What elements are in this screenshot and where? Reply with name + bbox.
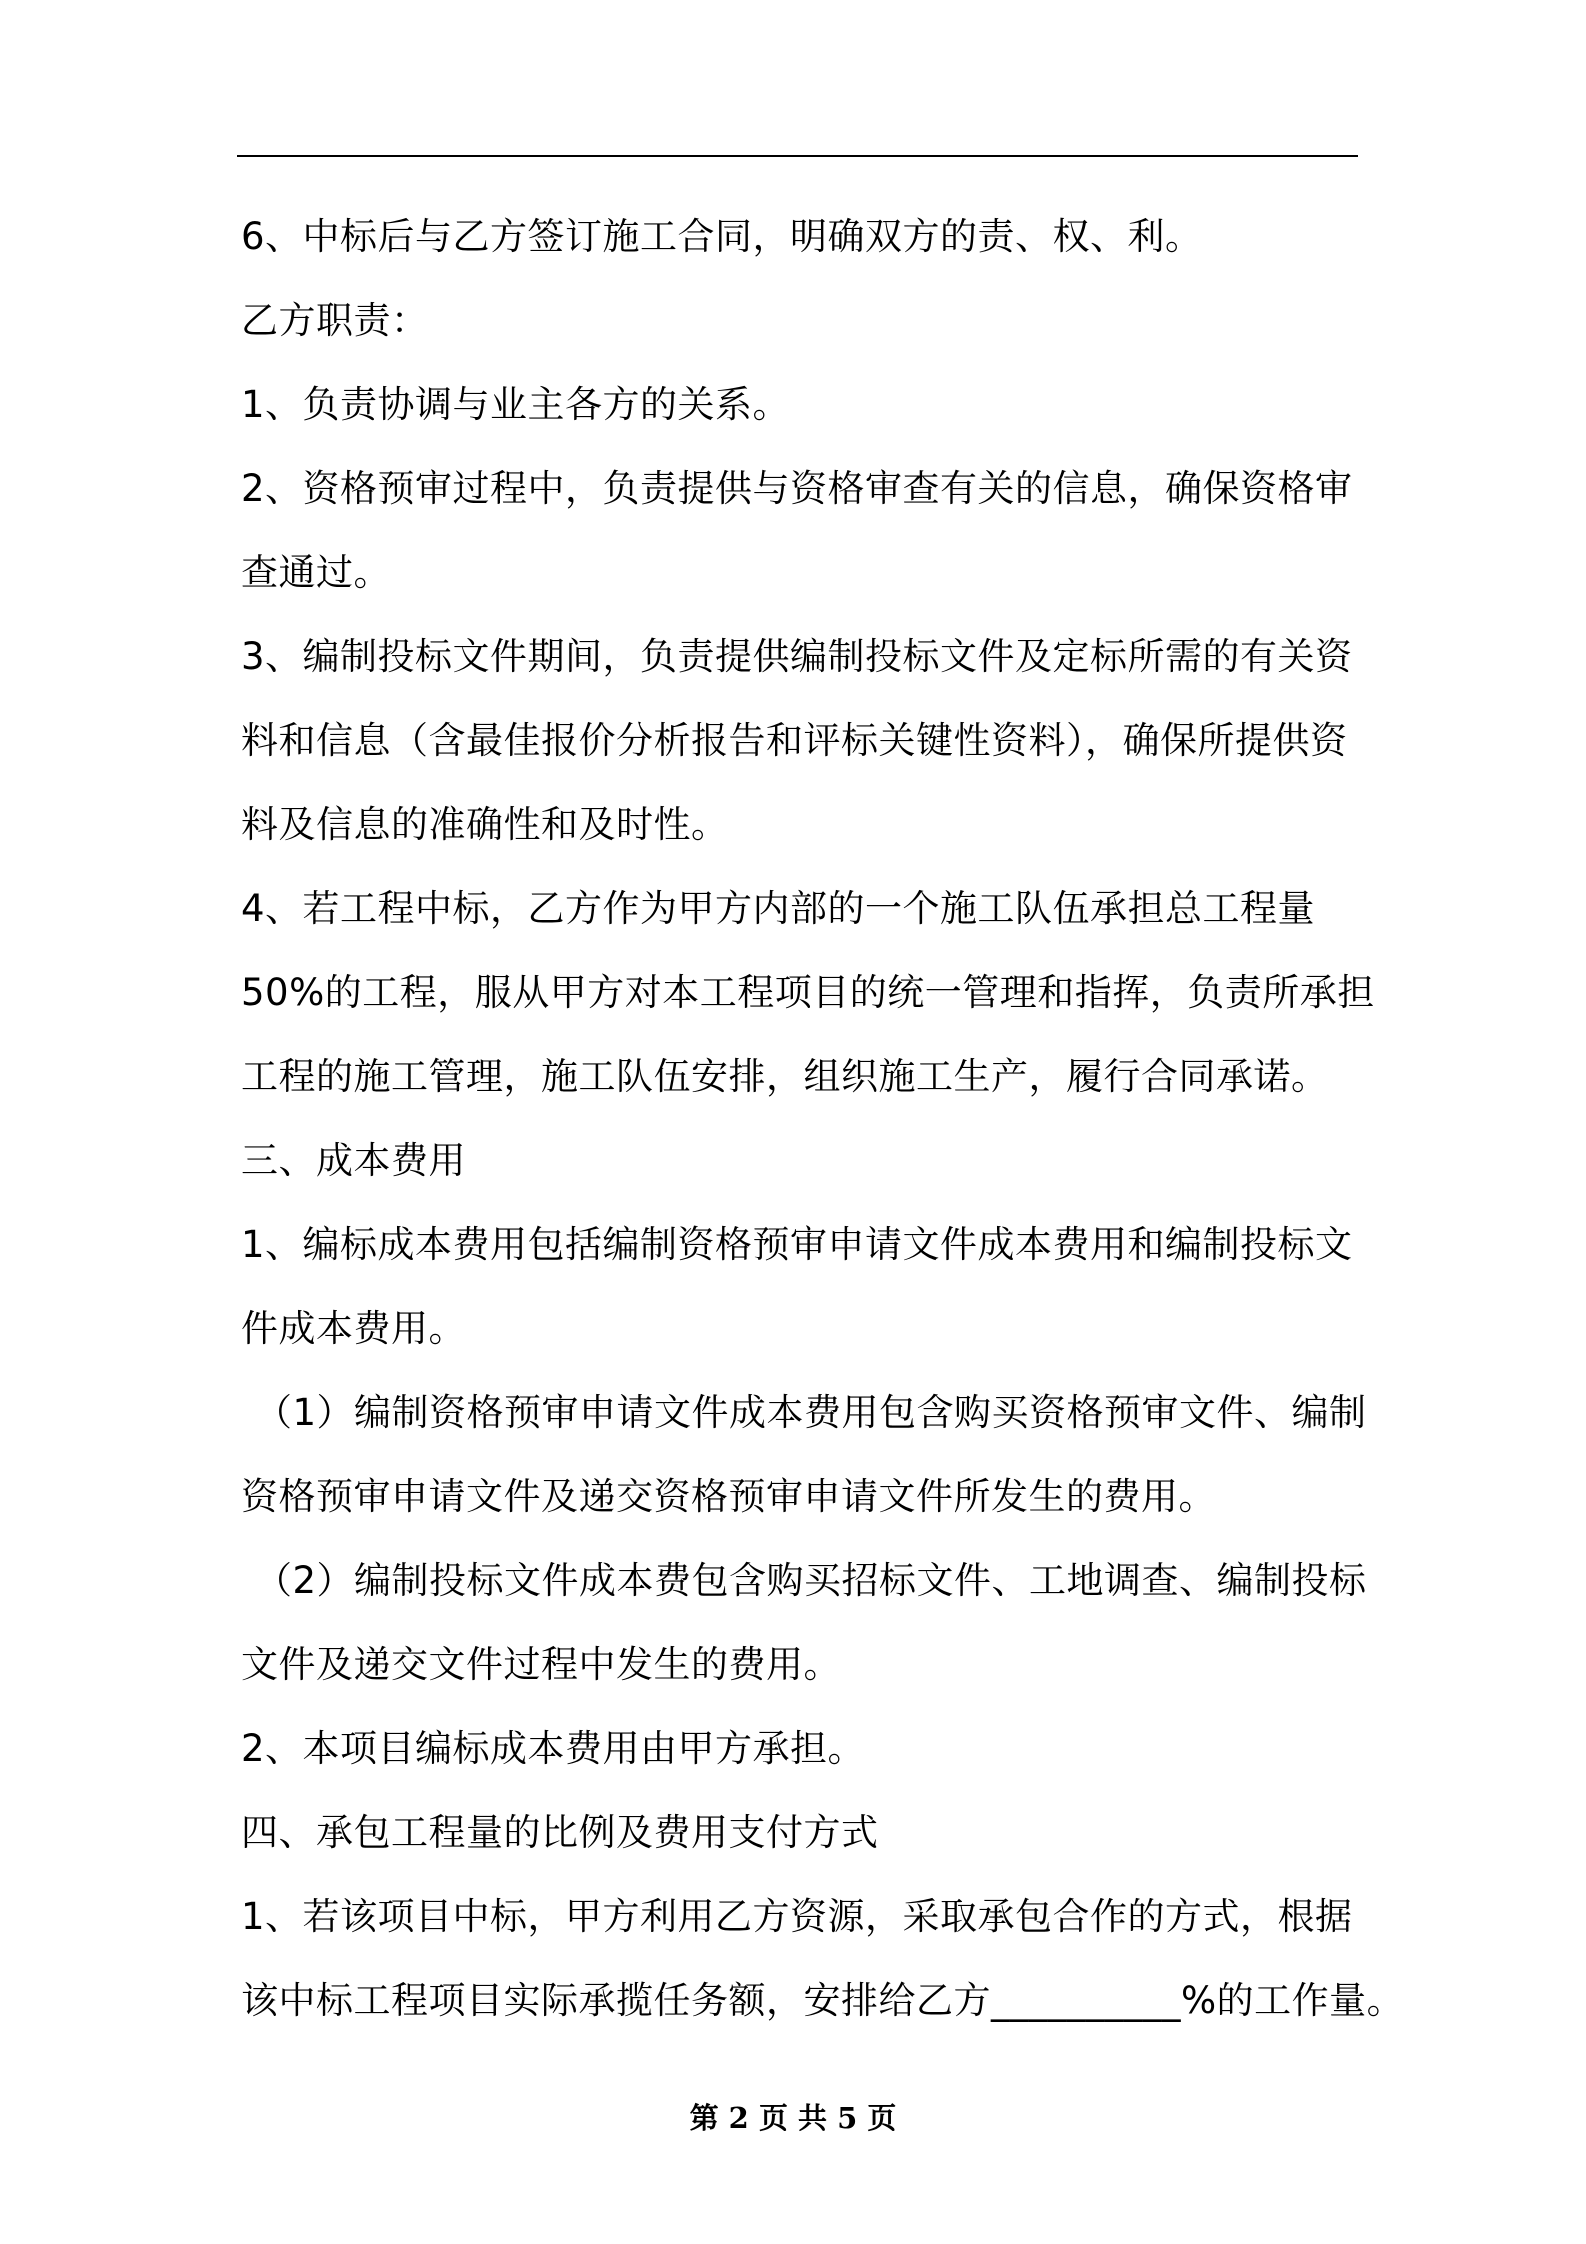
section-heading-party-b-duties: 乙方职责： xyxy=(241,299,429,342)
paragraph-line: 该中标工程项目实际承揽任务额，安排给乙方__________%的工作量。 xyxy=(241,1979,1405,2022)
paragraph-line: 4、若工程中标，乙方作为甲方内部的一个施工队伍承担总工程量 xyxy=(241,887,1316,930)
paragraph-line: 料及信息的准确性和及时性。 xyxy=(241,803,729,846)
paragraph-line: 资格预审申请文件及递交资格预审申请文件所发生的费用。 xyxy=(241,1475,1216,1518)
page-number-footer: 第 2 页 共 5 页 xyxy=(689,2101,897,2135)
document-body xyxy=(241,195,1405,2043)
paragraph-line: 1、若该项目中标，甲方利用乙方资源，采取承包合作的方式，根据 xyxy=(241,1895,1353,1938)
paragraph-line: 6、中标后与乙方签订施工合同，明确双方的责、权、利。 xyxy=(241,215,1203,258)
paragraph-line: 3、编制投标文件期间，负责提供编制投标文件及定标所需的有关资 xyxy=(241,635,1353,678)
section-heading-contract-ratio: 四、承包工程量的比例及费用支付方式 xyxy=(241,1811,879,1854)
paragraph-line: 料和信息（含最佳报价分析报告和评标关键性资料），确保所提供资 xyxy=(241,719,1348,762)
paragraph-line: 1、负责协调与业主各方的关系。 xyxy=(241,383,791,426)
paragraph-line: 查通过。 xyxy=(241,551,391,594)
paragraph-line: 工程的施工管理，施工队伍安排，组织施工生产，履行合同承诺。 xyxy=(241,1055,1329,1098)
header-rule xyxy=(237,155,1358,157)
paragraph-line: 文件及递交文件过程中发生的费用。 xyxy=(241,1643,841,1686)
paragraph-line: 1、编标成本费用包括编制资格预审申请文件成本费用和编制投标文 xyxy=(241,1223,1353,1266)
paragraph-line: 2、资格预审过程中，负责提供与资格审查有关的信息，确保资格审 xyxy=(241,467,1353,510)
section-heading-costs: 三、成本费用 xyxy=(241,1139,466,1182)
paragraph-line: 50%的工程，服从甲方对本工程项目的统一管理和指挥，负责所承担 xyxy=(241,971,1375,1014)
paragraph-line: （2）编制投标文件成本费包含购买招标文件、工地调查、编制投标 xyxy=(255,1559,1367,1602)
paragraph-line: 2、本项目编标成本费用由甲方承担。 xyxy=(241,1727,866,1770)
paragraph-line: （1）编制资格预审申请文件成本费用包含购买资格预审文件、编制 xyxy=(255,1391,1367,1434)
paragraph-line: 件成本费用。 xyxy=(241,1307,466,1350)
